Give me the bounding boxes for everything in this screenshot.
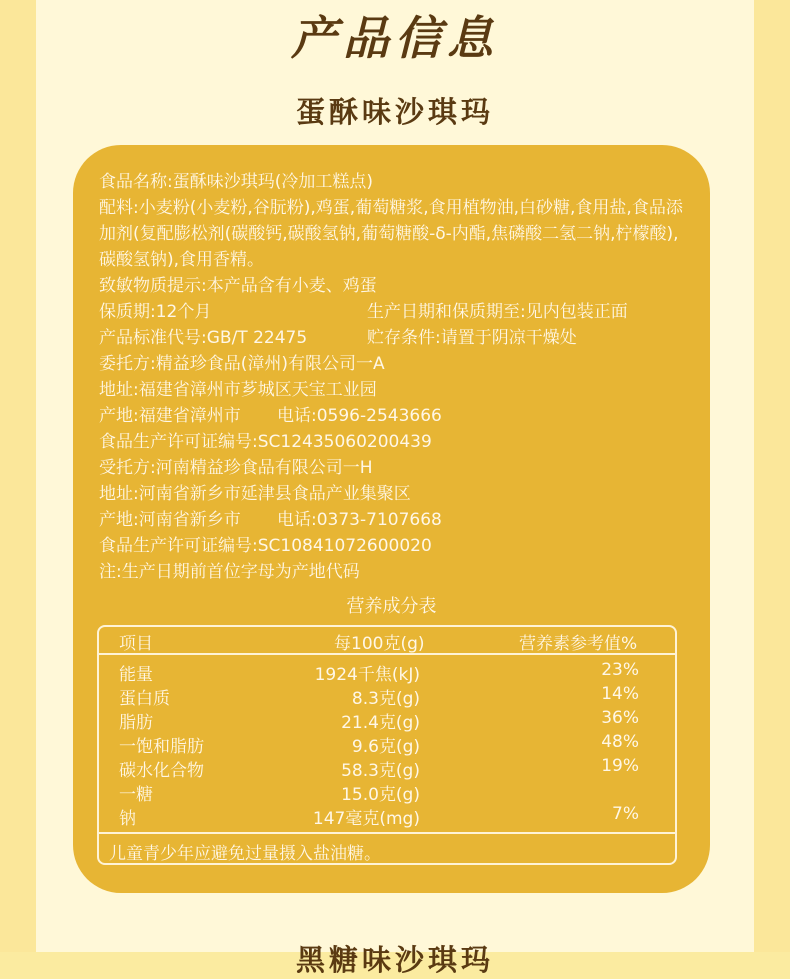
- origin-henan: 产地:河南省新乡市: [99, 510, 241, 530]
- ingredients: 配料:小麦粉(小麦粉,谷朊粉),鸡蛋,葡萄糖浆,食用植物油,白砂糖,食用盐,食品添加剂(复配膨松剂(碳酸钙,碳酸氢钠,葡萄糖酸-δ-内酯,焦磷酸二氢二钠,柠檬酸),碳酸氢钠),食用香精。: [99, 198, 683, 270]
- product-subtitle: 蛋酥味沙琪玛: [295, 95, 494, 129]
- nutrient-nrv: 48%: [601, 732, 639, 752]
- product-info-text: [99, 169, 687, 585]
- nutrient-value: 1924千焦(kJ): [314, 665, 420, 685]
- standard-row: [99, 325, 687, 351]
- entrusting-party: 委托方:精益珍食品(漳州)有限公司一A: [99, 354, 385, 374]
- nutrition-table: [97, 625, 677, 865]
- table-row: [99, 780, 675, 804]
- header-item: 项目: [119, 634, 153, 654]
- next-section-title: 黑糖味沙琪玛: [295, 943, 494, 977]
- nutrient-nrv: 36%: [601, 708, 639, 728]
- nutrient-name: 脂肪: [119, 713, 153, 733]
- nutrient-nrv: 23%: [601, 660, 639, 680]
- allergen-note: 致敏物质提示:本产品含有小麦、鸡蛋: [99, 276, 377, 296]
- nutrient-value: 58.3克(g): [341, 761, 420, 781]
- nutrient-name: 一糖: [119, 785, 153, 805]
- nutrient-name: 蛋白质: [119, 689, 170, 709]
- nutrient-value: 21.4克(g): [341, 713, 420, 733]
- address-fujian: 地址:福建省漳州市芗城区天宝工业园: [99, 380, 377, 400]
- production-date-note: 生产日期和保质期至:见内包装正面: [367, 302, 628, 322]
- product-info-card: [73, 145, 710, 893]
- license-henan: 食品生产许可证编号:SC10841072600020: [99, 536, 432, 556]
- address-henan: 地址:河南省新乡市延津县食品产业集聚区: [99, 484, 411, 504]
- nutrition-table-title: 营养成分表: [346, 596, 437, 617]
- nutrient-value: 8.3克(g): [351, 689, 420, 709]
- left-border-strip: [0, 0, 36, 952]
- header-nrv: 营养素参考值%: [519, 634, 638, 654]
- phone-fujian: 电话:0596-2543666: [277, 406, 442, 426]
- table-row: [99, 708, 675, 732]
- shelf-life: 保质期:12个月: [99, 302, 212, 322]
- right-border-strip: [754, 0, 790, 952]
- table-row: [99, 684, 675, 708]
- phone-henan: 电话:0373-7107668: [277, 510, 442, 530]
- nutrient-nrv: 7%: [612, 804, 639, 824]
- license-fujian: 食品生产许可证编号:SC12435060200439: [99, 432, 432, 452]
- nutrient-nrv: 19%: [601, 756, 639, 776]
- table-row: [99, 756, 675, 780]
- nutrition-table-body: [99, 660, 675, 828]
- table-row: [99, 804, 675, 828]
- storage-conditions: 贮存条件:请置于阴凉干燥处: [367, 328, 577, 348]
- date-code-note: 注:生产日期前首位字母为产地代码: [99, 562, 360, 582]
- nutrient-name: 钠: [119, 809, 136, 829]
- nutrition-table-header: [99, 627, 675, 655]
- nutrient-nrv: 14%: [601, 684, 639, 704]
- nutrient-name: 一饱和脂肪: [119, 737, 204, 757]
- origin-row-fujian: [99, 403, 687, 429]
- page-title: 产品信息: [291, 11, 499, 65]
- product-name: 食品名称:蛋酥味沙琪玛(冷加工糕点): [99, 172, 373, 192]
- health-advice: 儿童青少年应避免过量摄入盐油糖。: [109, 844, 381, 864]
- origin-fujian: 产地:福建省漳州市: [99, 406, 241, 426]
- nutrient-value: 9.6克(g): [351, 737, 420, 757]
- origin-row-henan: [99, 507, 687, 533]
- header-per-100g: 每100克(g): [334, 634, 425, 654]
- nutrient-value: 147毫克(mg): [312, 809, 420, 829]
- table-row: [99, 732, 675, 756]
- nutrient-name: 碳水化合物: [119, 761, 204, 781]
- standard-code: 产品标准代号:GB/T 22475: [99, 328, 308, 348]
- nutrition-table-footer: [99, 832, 675, 865]
- nutrient-value: 15.0克(g): [341, 785, 420, 805]
- table-row: [99, 660, 675, 684]
- nutrient-name: 能量: [119, 665, 153, 685]
- shelf-life-row: [99, 299, 687, 325]
- entrusted-party: 受托方:河南精益珍食品有限公司一H: [99, 458, 373, 478]
